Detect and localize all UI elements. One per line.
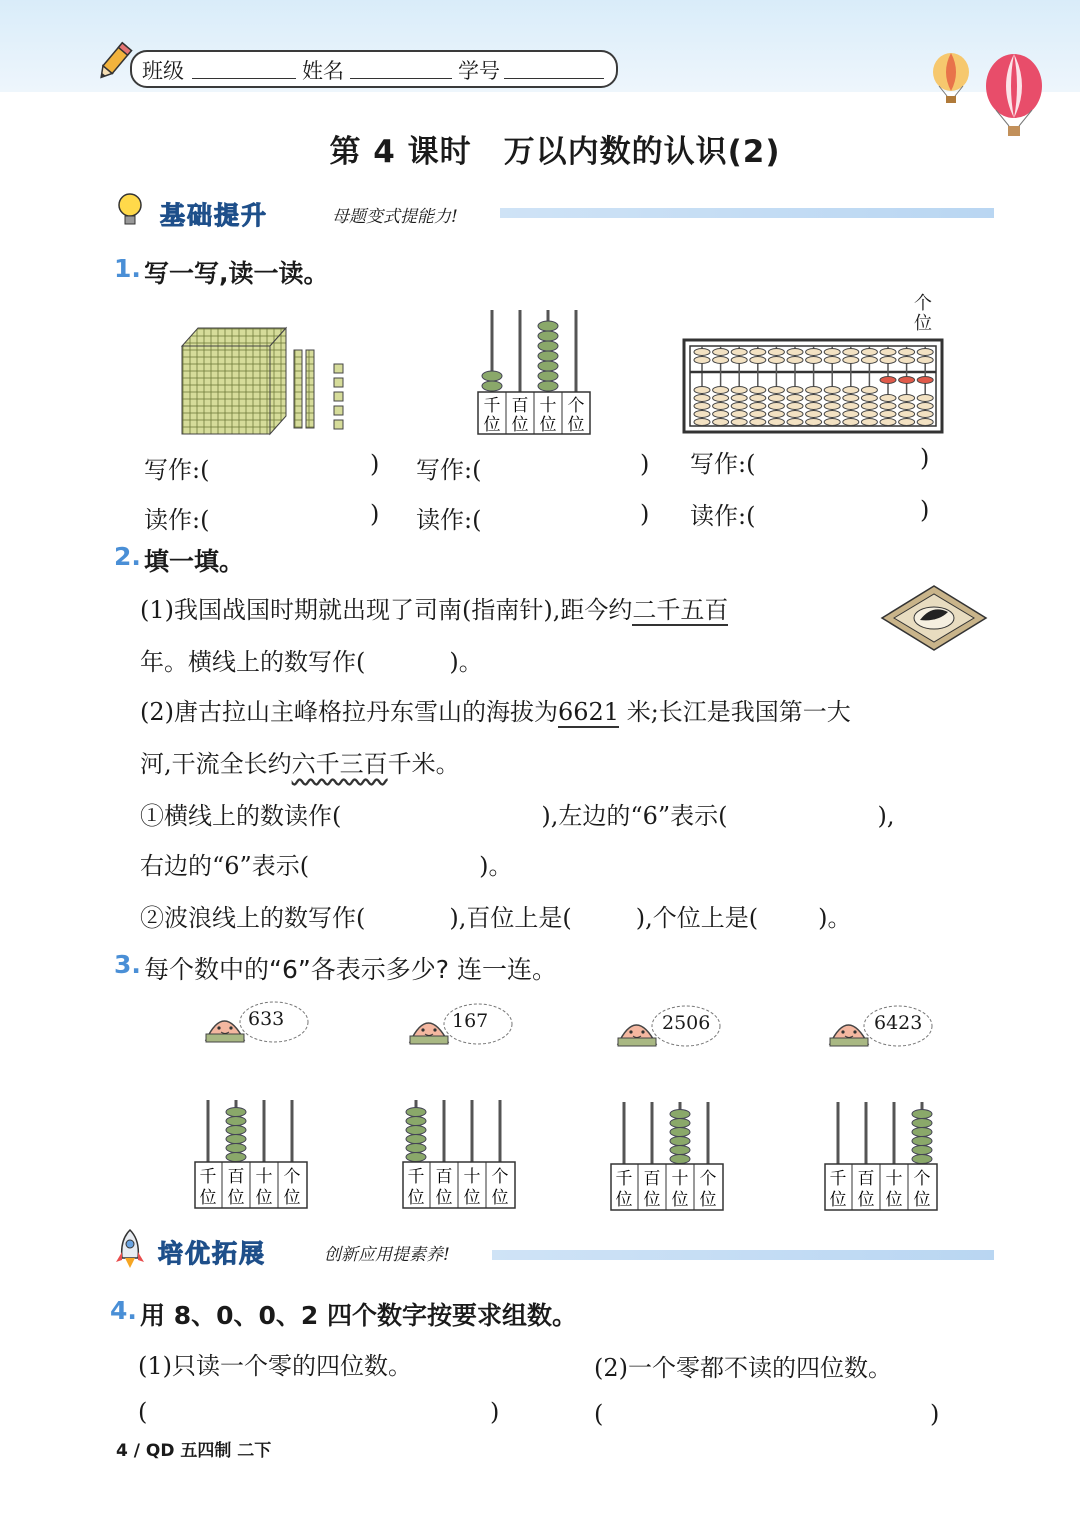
- place-suffix: 位: [407, 1188, 425, 1208]
- abacus-option[interactable]: [824, 1100, 940, 1214]
- suanpan-abacus-image: [682, 338, 944, 434]
- suanpan-bead: [861, 387, 877, 394]
- suanpan-bead: [917, 357, 933, 364]
- suanpan-bead: [824, 387, 840, 394]
- compass-sinan-image: [878, 582, 990, 654]
- abacus-bead: [226, 1126, 246, 1135]
- abacus-bead: [406, 1144, 426, 1153]
- place-suffix: 位: [491, 1188, 509, 1208]
- suanpan-bead: [787, 349, 803, 356]
- place-label: 十: [671, 1169, 689, 1189]
- place-label: 个: [283, 1167, 301, 1187]
- suanpan-bead: [768, 419, 784, 426]
- suanpan-bead: [731, 349, 747, 356]
- write-label-2: 写作:(: [416, 456, 482, 484]
- place-suffix: 位: [283, 1188, 301, 1208]
- suanpan-bead: [880, 419, 896, 426]
- number-value: 633: [248, 1008, 285, 1030]
- suanpan-bead: [824, 395, 840, 402]
- answer-blank[interactable]: [236, 450, 366, 482]
- q4-part1-text: (1)只读一个零的四位数。: [138, 1352, 412, 1380]
- read-label-1: 读作:(: [144, 506, 210, 534]
- suanpan-bead: [806, 387, 822, 394]
- suanpan-bead: [806, 419, 822, 426]
- suanpan-bead: [861, 403, 877, 410]
- place-suffix: 位: [199, 1188, 217, 1208]
- place-label: 百: [227, 1167, 245, 1187]
- suanpan-bead: [694, 387, 710, 394]
- suanpan-bead: [731, 403, 747, 410]
- number-tag[interactable]: [616, 1004, 726, 1056]
- number-tag[interactable]: [204, 1000, 314, 1052]
- place-suffix: 位: [227, 1188, 245, 1208]
- suanpan-bead: [731, 411, 747, 418]
- suanpan-bead: [750, 357, 766, 364]
- suanpan-bead: [694, 395, 710, 402]
- number-value: 167: [452, 1010, 489, 1032]
- answer-blank[interactable]: [780, 444, 916, 476]
- place-suffix: 位: [255, 1188, 273, 1208]
- suanpan-bead: [806, 349, 822, 356]
- ones-place-label: 个 位: [914, 293, 932, 334]
- suanpan-bead: [787, 403, 803, 410]
- page-footer: 4 / QD 五四制 二下: [116, 1441, 272, 1461]
- abacus-bead: [226, 1135, 246, 1144]
- suanpan-bead: [880, 411, 896, 418]
- place-label: 个: [491, 1167, 509, 1187]
- abacus-bead: [226, 1144, 246, 1153]
- suanpan-bead: [750, 419, 766, 426]
- suanpan-bead: [843, 387, 859, 394]
- suanpan-bead: [917, 377, 933, 384]
- suanpan-bead: [843, 349, 859, 356]
- svg-text:百: 百: [511, 396, 529, 416]
- abacus-bead: [670, 1146, 690, 1155]
- suanpan-bead: [768, 349, 784, 356]
- suanpan-bead: [694, 403, 710, 410]
- suanpan-bead: [843, 411, 859, 418]
- suanpan-bead: [824, 349, 840, 356]
- suanpan-bead: [806, 403, 822, 410]
- suanpan-bead: [731, 387, 747, 394]
- svg-text:十: 十: [539, 396, 557, 416]
- place-label: 千: [483, 396, 501, 416]
- abacus-bead: [912, 1146, 932, 1155]
- suanpan-bead: [880, 349, 896, 356]
- number-value: 2506: [662, 1012, 711, 1034]
- section-subtitle-basic: 母题变式提能力!: [332, 207, 458, 227]
- abacus-bead: [670, 1110, 690, 1119]
- suanpan-bead: [861, 357, 877, 364]
- answer-blank[interactable]: [616, 1400, 926, 1432]
- underlined-number: 6621: [558, 698, 620, 726]
- suanpan-bead: [694, 419, 710, 426]
- place-label: 千: [829, 1169, 847, 1189]
- pencil-icon: [92, 40, 136, 84]
- suanpan-bead: [787, 387, 803, 394]
- suanpan-bead: [806, 395, 822, 402]
- question-number: 3.: [114, 950, 141, 979]
- abacus-bead: [226, 1117, 246, 1126]
- svg-text:位: 位: [567, 415, 585, 435]
- read-label-2: 读作:(: [416, 506, 482, 534]
- suanpan-bead: [861, 419, 877, 426]
- answer-blank[interactable]: [236, 500, 366, 532]
- abacus-bead: [406, 1126, 426, 1135]
- q2-part2-text2: 河,干流全长约六千三百千米。: [140, 750, 460, 778]
- suanpan-bead: [824, 411, 840, 418]
- student-info-bar: [130, 50, 618, 88]
- q2-sub1-text: ①横线上的数读作( ),左边的“6”表示( ),: [140, 802, 895, 830]
- q2-part1-text: (1)我国战国时期就出现了司南(指南针),距今约二千五百: [140, 596, 729, 624]
- id-field[interactable]: [504, 78, 604, 79]
- suanpan-bead: [787, 411, 803, 418]
- base-ten-blocks-image: [176, 322, 356, 438]
- suanpan-bead: [750, 411, 766, 418]
- suanpan-bead: [843, 403, 859, 410]
- section-badge-advanced: 培优拓展: [158, 1239, 267, 1268]
- abacus-bead: [406, 1153, 426, 1162]
- q2-sub2-text: ②波浪线上的数写作( ),百位上是( ),个位上是( )。: [140, 904, 852, 932]
- suanpan-bead: [899, 349, 915, 356]
- section-subtitle-advanced: 创新应用提素养!: [324, 1245, 450, 1265]
- suanpan-bead: [917, 395, 933, 402]
- name-label: 姓名: [302, 59, 344, 83]
- number-tag[interactable]: [408, 1002, 518, 1054]
- suanpan-bead: [750, 395, 766, 402]
- rocket-icon: [116, 1228, 144, 1270]
- section-divider: [492, 1250, 994, 1260]
- abacus-bead: [912, 1110, 932, 1119]
- suanpan-bead: [899, 357, 915, 364]
- abacus-bead: [226, 1153, 246, 1162]
- section-divider: [500, 208, 994, 218]
- abacus-bead: [670, 1119, 690, 1128]
- abacus-bead: [226, 1108, 246, 1117]
- answer-blank[interactable]: [506, 450, 636, 482]
- suanpan-bead: [787, 357, 803, 364]
- abacus-bead: [670, 1128, 690, 1137]
- place-label: 个: [699, 1169, 717, 1189]
- suanpan-bead: [768, 395, 784, 402]
- suanpan-bead: [917, 411, 933, 418]
- lightbulb-icon: [116, 192, 144, 228]
- question-text: 填一填。: [144, 547, 245, 576]
- suanpan-bead: [694, 357, 710, 364]
- suanpan-bead: [824, 403, 840, 410]
- question-text: 每个数中的“6”各表示多少? 连一连。: [144, 955, 558, 984]
- number-tag[interactable]: [828, 1004, 938, 1056]
- place-suffix: 位: [463, 1188, 481, 1208]
- suanpan-bead: [731, 395, 747, 402]
- suanpan-bead: [713, 395, 729, 402]
- abacus-option[interactable]: [194, 1098, 310, 1212]
- abacus-bead: [406, 1135, 426, 1144]
- read-label-3: 读作:(: [690, 502, 756, 530]
- q2-part1-answer: 年。横线上的数写作( )。: [140, 648, 483, 676]
- place-suffix: 位: [885, 1190, 903, 1210]
- suanpan-bead: [768, 411, 784, 418]
- suanpan-bead: [768, 387, 784, 394]
- place-label: 千: [199, 1167, 217, 1187]
- place-label: 百: [643, 1169, 661, 1189]
- question-number: 2.: [114, 542, 141, 571]
- suanpan-bead: [750, 387, 766, 394]
- place-suffix: 位: [913, 1190, 931, 1210]
- suanpan-bead: [731, 419, 747, 426]
- suanpan-bead: [880, 395, 896, 402]
- place-label: 千: [615, 1169, 633, 1189]
- abacus-bead: [912, 1137, 932, 1146]
- suanpan-bead: [917, 403, 933, 410]
- suanpan-bead: [899, 403, 915, 410]
- suanpan-bead: [880, 377, 896, 384]
- class-label: 班级: [142, 59, 184, 83]
- suanpan-bead: [750, 403, 766, 410]
- q4-part2-text: (2)一个零都不读的四位数。: [594, 1354, 892, 1382]
- wavy-underlined-number: 六千三百: [291, 750, 388, 778]
- underlined-number: 二千五百: [632, 596, 729, 624]
- svg-text:位: 位: [539, 415, 557, 435]
- place-label: 百: [435, 1167, 453, 1187]
- page-title: 第 4 课时 万以内数的认识(2): [329, 134, 781, 170]
- suanpan-bead: [713, 357, 729, 364]
- place-suffix: 位: [699, 1190, 717, 1210]
- place-suffix: 位: [435, 1188, 453, 1208]
- abacus-bead: [670, 1137, 690, 1146]
- place-label: 百: [857, 1169, 875, 1189]
- class-field[interactable]: [192, 78, 296, 79]
- suanpan-bead: [843, 395, 859, 402]
- suanpan-bead: [880, 357, 896, 364]
- q2-part2-text: (2)唐古拉山主峰格拉丹东雪山的海拔为6621 米;长江是我国第一大: [140, 698, 851, 726]
- suanpan-bead: [750, 349, 766, 356]
- suanpan-bead: [806, 411, 822, 418]
- place-label: 十: [885, 1169, 903, 1189]
- suanpan-bead: [731, 357, 747, 364]
- write-label-3: 写作:(: [690, 450, 756, 478]
- suanpan-bead: [899, 419, 915, 426]
- suanpan-bead: [843, 357, 859, 364]
- place-label: 个: [913, 1169, 931, 1189]
- abacus-bead: [406, 1108, 426, 1117]
- suanpan-bead: [899, 395, 915, 402]
- suanpan-bead: [861, 411, 877, 418]
- suanpan-bead: [824, 357, 840, 364]
- number-value: 6423: [874, 1012, 923, 1034]
- place-suffix: 位: [829, 1190, 847, 1210]
- abacus-bead: [912, 1128, 932, 1137]
- suanpan-bead: [768, 357, 784, 364]
- suanpan-bead: [861, 395, 877, 402]
- balloon-small-icon: [930, 52, 972, 104]
- suanpan-bead: [713, 419, 729, 426]
- place-suffix: 位: [671, 1190, 689, 1210]
- id-label: 学号: [458, 59, 500, 83]
- suanpan-bead: [694, 411, 710, 418]
- suanpan-bead: [694, 349, 710, 356]
- question-number: 1.: [114, 254, 141, 283]
- abacus-image: [474, 306, 594, 436]
- abacus-bead: [912, 1155, 932, 1164]
- abacus-bead: [406, 1117, 426, 1126]
- question-number: 4.: [110, 1296, 137, 1325]
- abacus-option[interactable]: [610, 1100, 726, 1214]
- suanpan-bead: [787, 419, 803, 426]
- svg-text:个: 个: [567, 396, 585, 416]
- suanpan-bead: [713, 411, 729, 418]
- suanpan-bead: [843, 419, 859, 426]
- suanpan-bead: [917, 349, 933, 356]
- place-label: 十: [463, 1167, 481, 1187]
- suanpan-bead: [713, 403, 729, 410]
- suanpan-bead: [806, 357, 822, 364]
- write-label-1: 写作:(: [144, 456, 210, 484]
- suanpan-bead: [713, 387, 729, 394]
- place-suffix: 位: [643, 1190, 661, 1210]
- name-field[interactable]: [350, 78, 452, 79]
- suanpan-bead: [824, 419, 840, 426]
- suanpan-bead: [899, 411, 915, 418]
- q2-sub1-text2: 右边的“6”表示( )。: [140, 852, 513, 880]
- suanpan-bead: [917, 419, 933, 426]
- place-suffix: 位: [615, 1190, 633, 1210]
- section-badge-basic: 基础提升: [160, 201, 269, 230]
- abacus-bead: [912, 1119, 932, 1128]
- svg-text:位: 位: [483, 415, 501, 435]
- svg-text:位: 位: [511, 415, 529, 435]
- place-label: 千: [407, 1167, 425, 1187]
- question-text: 用 8、0、0、2 四个数字按要求组数。: [140, 1301, 577, 1330]
- suanpan-bead: [861, 349, 877, 356]
- answer-blank[interactable]: [506, 500, 636, 532]
- close-paren: ): [370, 450, 380, 478]
- abacus-bead: [670, 1155, 690, 1164]
- place-suffix: 位: [857, 1190, 875, 1210]
- suanpan-bead: [880, 403, 896, 410]
- suanpan-bead: [713, 349, 729, 356]
- question-text: 写一写,读一读。: [144, 259, 329, 288]
- answer-blank[interactable]: [160, 1398, 486, 1430]
- suanpan-bead: [787, 395, 803, 402]
- suanpan-bead: [899, 377, 915, 384]
- answer-blank[interactable]: [780, 496, 916, 528]
- abacus-option[interactable]: [402, 1098, 518, 1212]
- place-label: 十: [255, 1167, 273, 1187]
- suanpan-bead: [768, 403, 784, 410]
